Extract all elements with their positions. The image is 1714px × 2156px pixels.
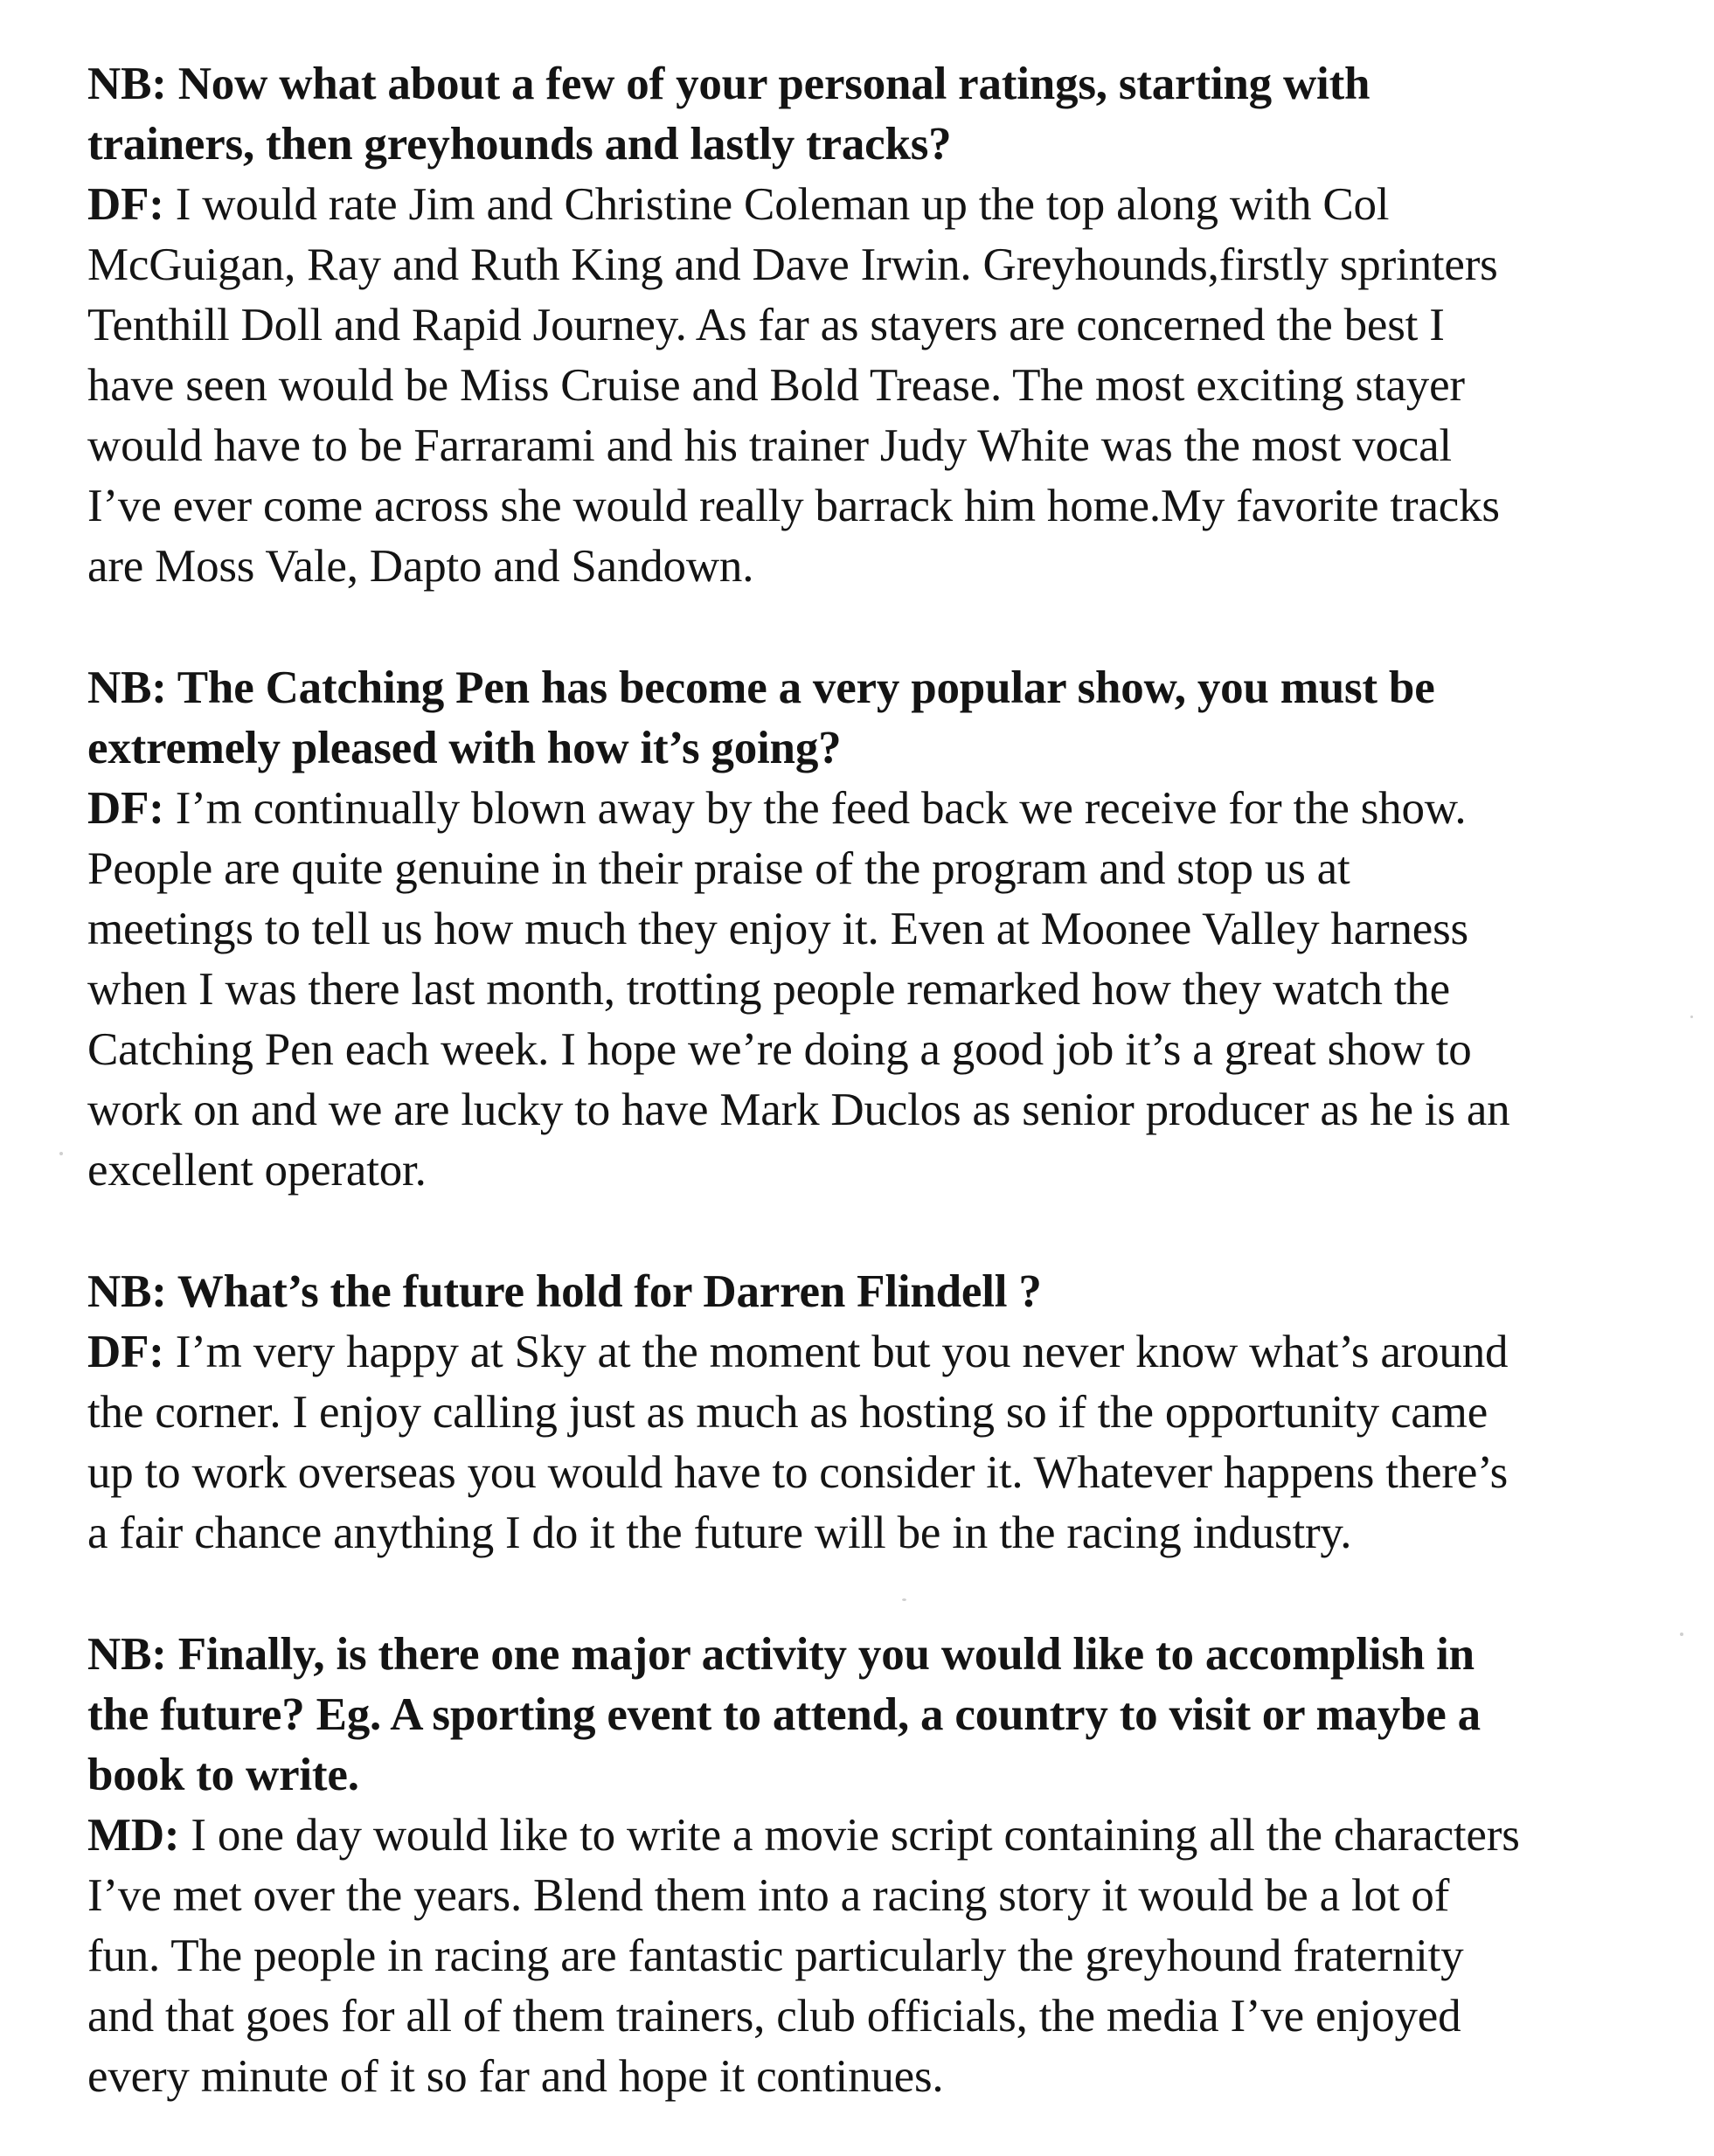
answer-line: McGuigan, Ray and Ruth King and Dave Irwin. Greyhounds,firstly sprinters [87, 239, 1498, 290]
scan-speck [1690, 1016, 1693, 1018]
question-4 [87, 1625, 1669, 1806]
answer-2 [87, 779, 1669, 1201]
answer-text: I would rate Jim and Christine Coleman up the top along with Col [163, 179, 1390, 230]
question-3 [87, 1262, 1669, 1322]
answer-line: a fair chance anything I do it the future will be in the racing industry. [87, 1508, 1352, 1558]
scan-speck [902, 1598, 906, 1601]
answer-line: excellent operator. [87, 1145, 427, 1196]
question-1 [87, 54, 1669, 175]
answer-line: and that goes for all of them trainers, club officials, the media I’ve enjoyed [87, 1991, 1461, 2042]
answer-text: I’m very happy at Sky at the moment but you never know what’s around [163, 1327, 1509, 1377]
answer-line [87, 175, 1669, 235]
answer-3 [87, 1322, 1669, 1563]
question-2 [87, 658, 1669, 779]
answer-line: have seen would be Miss Cruise and Bold Trease. The most exciting stayer [87, 360, 1465, 411]
answer-line: Catching Pen each week. I hope we’re doing a good job it’s a great show to [87, 1024, 1472, 1075]
qa-section-4 [87, 1625, 1669, 2107]
question-line: NB: Now what about a few of your personal ratings, starting with [87, 59, 1371, 109]
scan-speck [59, 1152, 63, 1155]
answer-line [87, 1806, 1669, 1866]
question-line: extremely pleased with how it’s going? [87, 723, 842, 773]
answer-line: People are quite genuine in their praise of the program and stop us at [87, 843, 1350, 894]
question-line: trainers, then greyhounds and lastly tracks? [87, 119, 952, 170]
answer-line: work on and we are lucky to have Mark Duclos as senior producer as he is an [87, 1085, 1510, 1135]
question-line: NB: Finally, is there one major activity you would like to accomplish in [87, 1629, 1475, 1680]
scan-speck [1680, 1633, 1683, 1636]
answer-line: meetings to tell us how much they enjoy it. Even at Moonee Valley harness [87, 904, 1468, 954]
answer-4 [87, 1806, 1669, 2107]
answer-line: the corner. I enjoy calling just as much as hosting so if the opportunity came [87, 1387, 1488, 1438]
answer-line: Tenthill Doll and Rapid Journey. As far as stayers are concerned the best I [87, 300, 1445, 350]
question-line: NB: What’s the future hold for Darren Flindell ? [87, 1266, 1042, 1317]
answer-text: I’m continually blown away by the feed back we receive for the show. [163, 783, 1467, 834]
answer-1 [87, 175, 1669, 597]
answer-line: I’ve met over the years. Blend them into a racing story it would be a lot of [87, 1870, 1450, 1921]
answer-line: would have to be Farrarami and his trainer Judy White was the most vocal [87, 420, 1452, 471]
interview-page [87, 54, 1669, 2107]
question-line: the future? Eg. A sporting event to attend, a country to visit or maybe a [87, 1689, 1481, 1740]
speaker-label: DF: [87, 1327, 164, 1377]
answer-line: every minute of it so far and hope it continues. [87, 2051, 944, 2102]
question-line: NB: The Catching Pen has become a very popular show, you must be [87, 662, 1435, 713]
answer-line: I’ve ever come across she would really barrack him home.My favorite tracks [87, 481, 1500, 531]
qa-section-2 [87, 658, 1669, 1201]
answer-line [87, 779, 1669, 839]
answer-line: up to work overseas you would have to consider it. Whatever happens there’s [87, 1447, 1509, 1498]
question-line: book to write. [87, 1750, 359, 1800]
answer-line: are Moss Vale, Dapto and Sandown. [87, 541, 754, 592]
answer-line [87, 1322, 1669, 1383]
answer-line: when I was there last month, trotting people remarked how they watch the [87, 964, 1450, 1015]
answer-line: fun. The people in racing are fantastic particularly the greyhound fraternity [87, 1931, 1464, 1981]
speaker-label: DF: [87, 783, 164, 834]
speaker-label: DF: [87, 179, 164, 230]
qa-section-3 [87, 1262, 1669, 1563]
qa-section-1 [87, 54, 1669, 597]
speaker-label: MD: [87, 1810, 180, 1861]
answer-text: I one day would like to write a movie script containing all the characters [179, 1810, 1520, 1861]
